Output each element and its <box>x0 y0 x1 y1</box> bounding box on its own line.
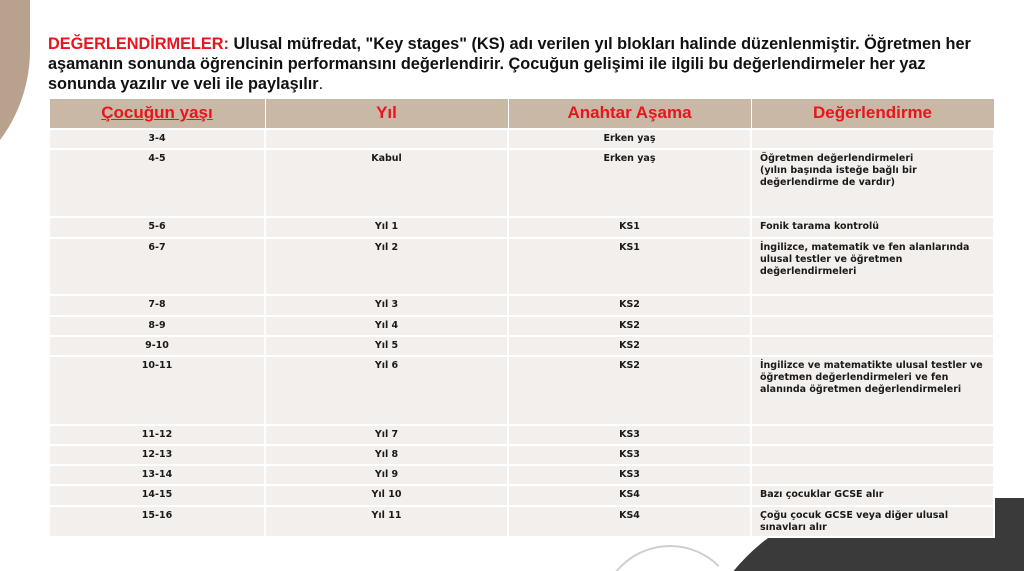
table-row <box>49 445 994 465</box>
cell-year: Yıl 9 <box>265 465 508 485</box>
cell-assessment <box>751 336 994 356</box>
cell-assessment <box>751 425 994 445</box>
cell-key-stage: KS2 <box>508 295 751 315</box>
cell-assessment <box>751 445 994 465</box>
cell-key-stage: KS2 <box>508 316 751 336</box>
heading-text: Ulusal müfredat, "Key stages" (KS) adı verilen yıl blokları halinde düzenlenmiştir. Öğretmen her aşamanın sonunda öğrencinin performansını değerlendirir. Çocuğun gelişimi ile ilgili bu değerlendirmeler her yaz sonunda yazılır ve veli ile paylaşılır <box>48 35 971 93</box>
cell-age: 4-5 <box>49 149 265 218</box>
cell-key-stage: KS3 <box>508 465 751 485</box>
cell-year <box>265 129 508 149</box>
table-row <box>49 356 994 425</box>
table-row <box>49 425 994 445</box>
cell-key-stage: KS3 <box>508 425 751 445</box>
table-row <box>49 295 994 315</box>
decorative-shape-left <box>0 0 30 200</box>
table-row <box>49 129 994 149</box>
cell-key-stage: Erken yaş <box>508 129 751 149</box>
cell-year: Yıl 6 <box>265 356 508 425</box>
cell-key-stage: Erken yaş <box>508 149 751 218</box>
header-key-stage: Anahtar Aşama <box>508 99 751 129</box>
table-row <box>49 217 994 237</box>
header-age: Çocuğun yaşı <box>49 99 265 129</box>
cell-assessment: Bazı çocuklar GCSE alır <box>751 485 994 505</box>
cell-key-stage: KS2 <box>508 356 751 425</box>
cell-assessment: İngilizce ve matematikte ulusal testler ve öğretmen değerlendirmeleri ve fen alanında öğretmen değerlendirmeleri <box>751 356 994 425</box>
cell-age: 15-16 <box>49 506 265 537</box>
cell-age: 14-15 <box>49 485 265 505</box>
cell-age: 6-7 <box>49 238 265 296</box>
cell-assessment: İngilizce, matematik ve fen alanlarında ulusal testler ve öğretmen değerlendirmeleri <box>751 238 994 296</box>
table-row <box>49 316 994 336</box>
header-assessment: Değerlendirme <box>751 99 994 129</box>
slide-heading <box>48 34 978 94</box>
cell-age: 5-6 <box>49 217 265 237</box>
cell-key-stage: KS3 <box>508 445 751 465</box>
decorative-arc <box>600 545 740 571</box>
cell-assessment <box>751 129 994 149</box>
cell-year: Yıl 7 <box>265 425 508 445</box>
cell-assessment: Çoğu çocuk GCSE veya diğer ulusal sınavları alır <box>751 506 994 537</box>
cell-year: Yıl 11 <box>265 506 508 537</box>
cell-year: Yıl 1 <box>265 217 508 237</box>
cell-year: Yıl 2 <box>265 238 508 296</box>
cell-age: 11-12 <box>49 425 265 445</box>
cell-age: 3-4 <box>49 129 265 149</box>
table-row <box>49 238 994 296</box>
cell-assessment: Fonik tarama kontrolü <box>751 217 994 237</box>
assessment-table <box>48 98 993 538</box>
cell-year: Yıl 8 <box>265 445 508 465</box>
table-row <box>49 336 994 356</box>
cell-age: 10-11 <box>49 356 265 425</box>
cell-age: 12-13 <box>49 445 265 465</box>
cell-assessment <box>751 465 994 485</box>
cell-year: Yıl 4 <box>265 316 508 336</box>
heading-label: DEĞERLENDİRMELER: <box>48 35 229 53</box>
header-year: Yıl <box>265 99 508 129</box>
table-row <box>49 506 994 537</box>
cell-age: 7-8 <box>49 295 265 315</box>
table-header-row <box>49 99 994 129</box>
table-row <box>49 465 994 485</box>
cell-assessment <box>751 316 994 336</box>
cell-year: Yıl 5 <box>265 336 508 356</box>
cell-age: 8-9 <box>49 316 265 336</box>
cell-key-stage: KS4 <box>508 506 751 537</box>
cell-age: 13-14 <box>49 465 265 485</box>
cell-assessment: Öğretmen değerlendirmeleri (yılın başında isteğe bağlı bir değerlendirme de vardır) <box>751 149 994 218</box>
cell-age: 9-10 <box>49 336 265 356</box>
cell-year: Kabul <box>265 149 508 218</box>
cell-key-stage: KS2 <box>508 336 751 356</box>
cell-key-stage: KS1 <box>508 217 751 237</box>
cell-assessment <box>751 295 994 315</box>
heading-end: . <box>318 75 324 93</box>
cell-key-stage: KS1 <box>508 238 751 296</box>
cell-year: Yıl 10 <box>265 485 508 505</box>
table-row <box>49 149 994 218</box>
cell-key-stage: KS4 <box>508 485 751 505</box>
cell-year: Yıl 3 <box>265 295 508 315</box>
table-row <box>49 485 994 505</box>
